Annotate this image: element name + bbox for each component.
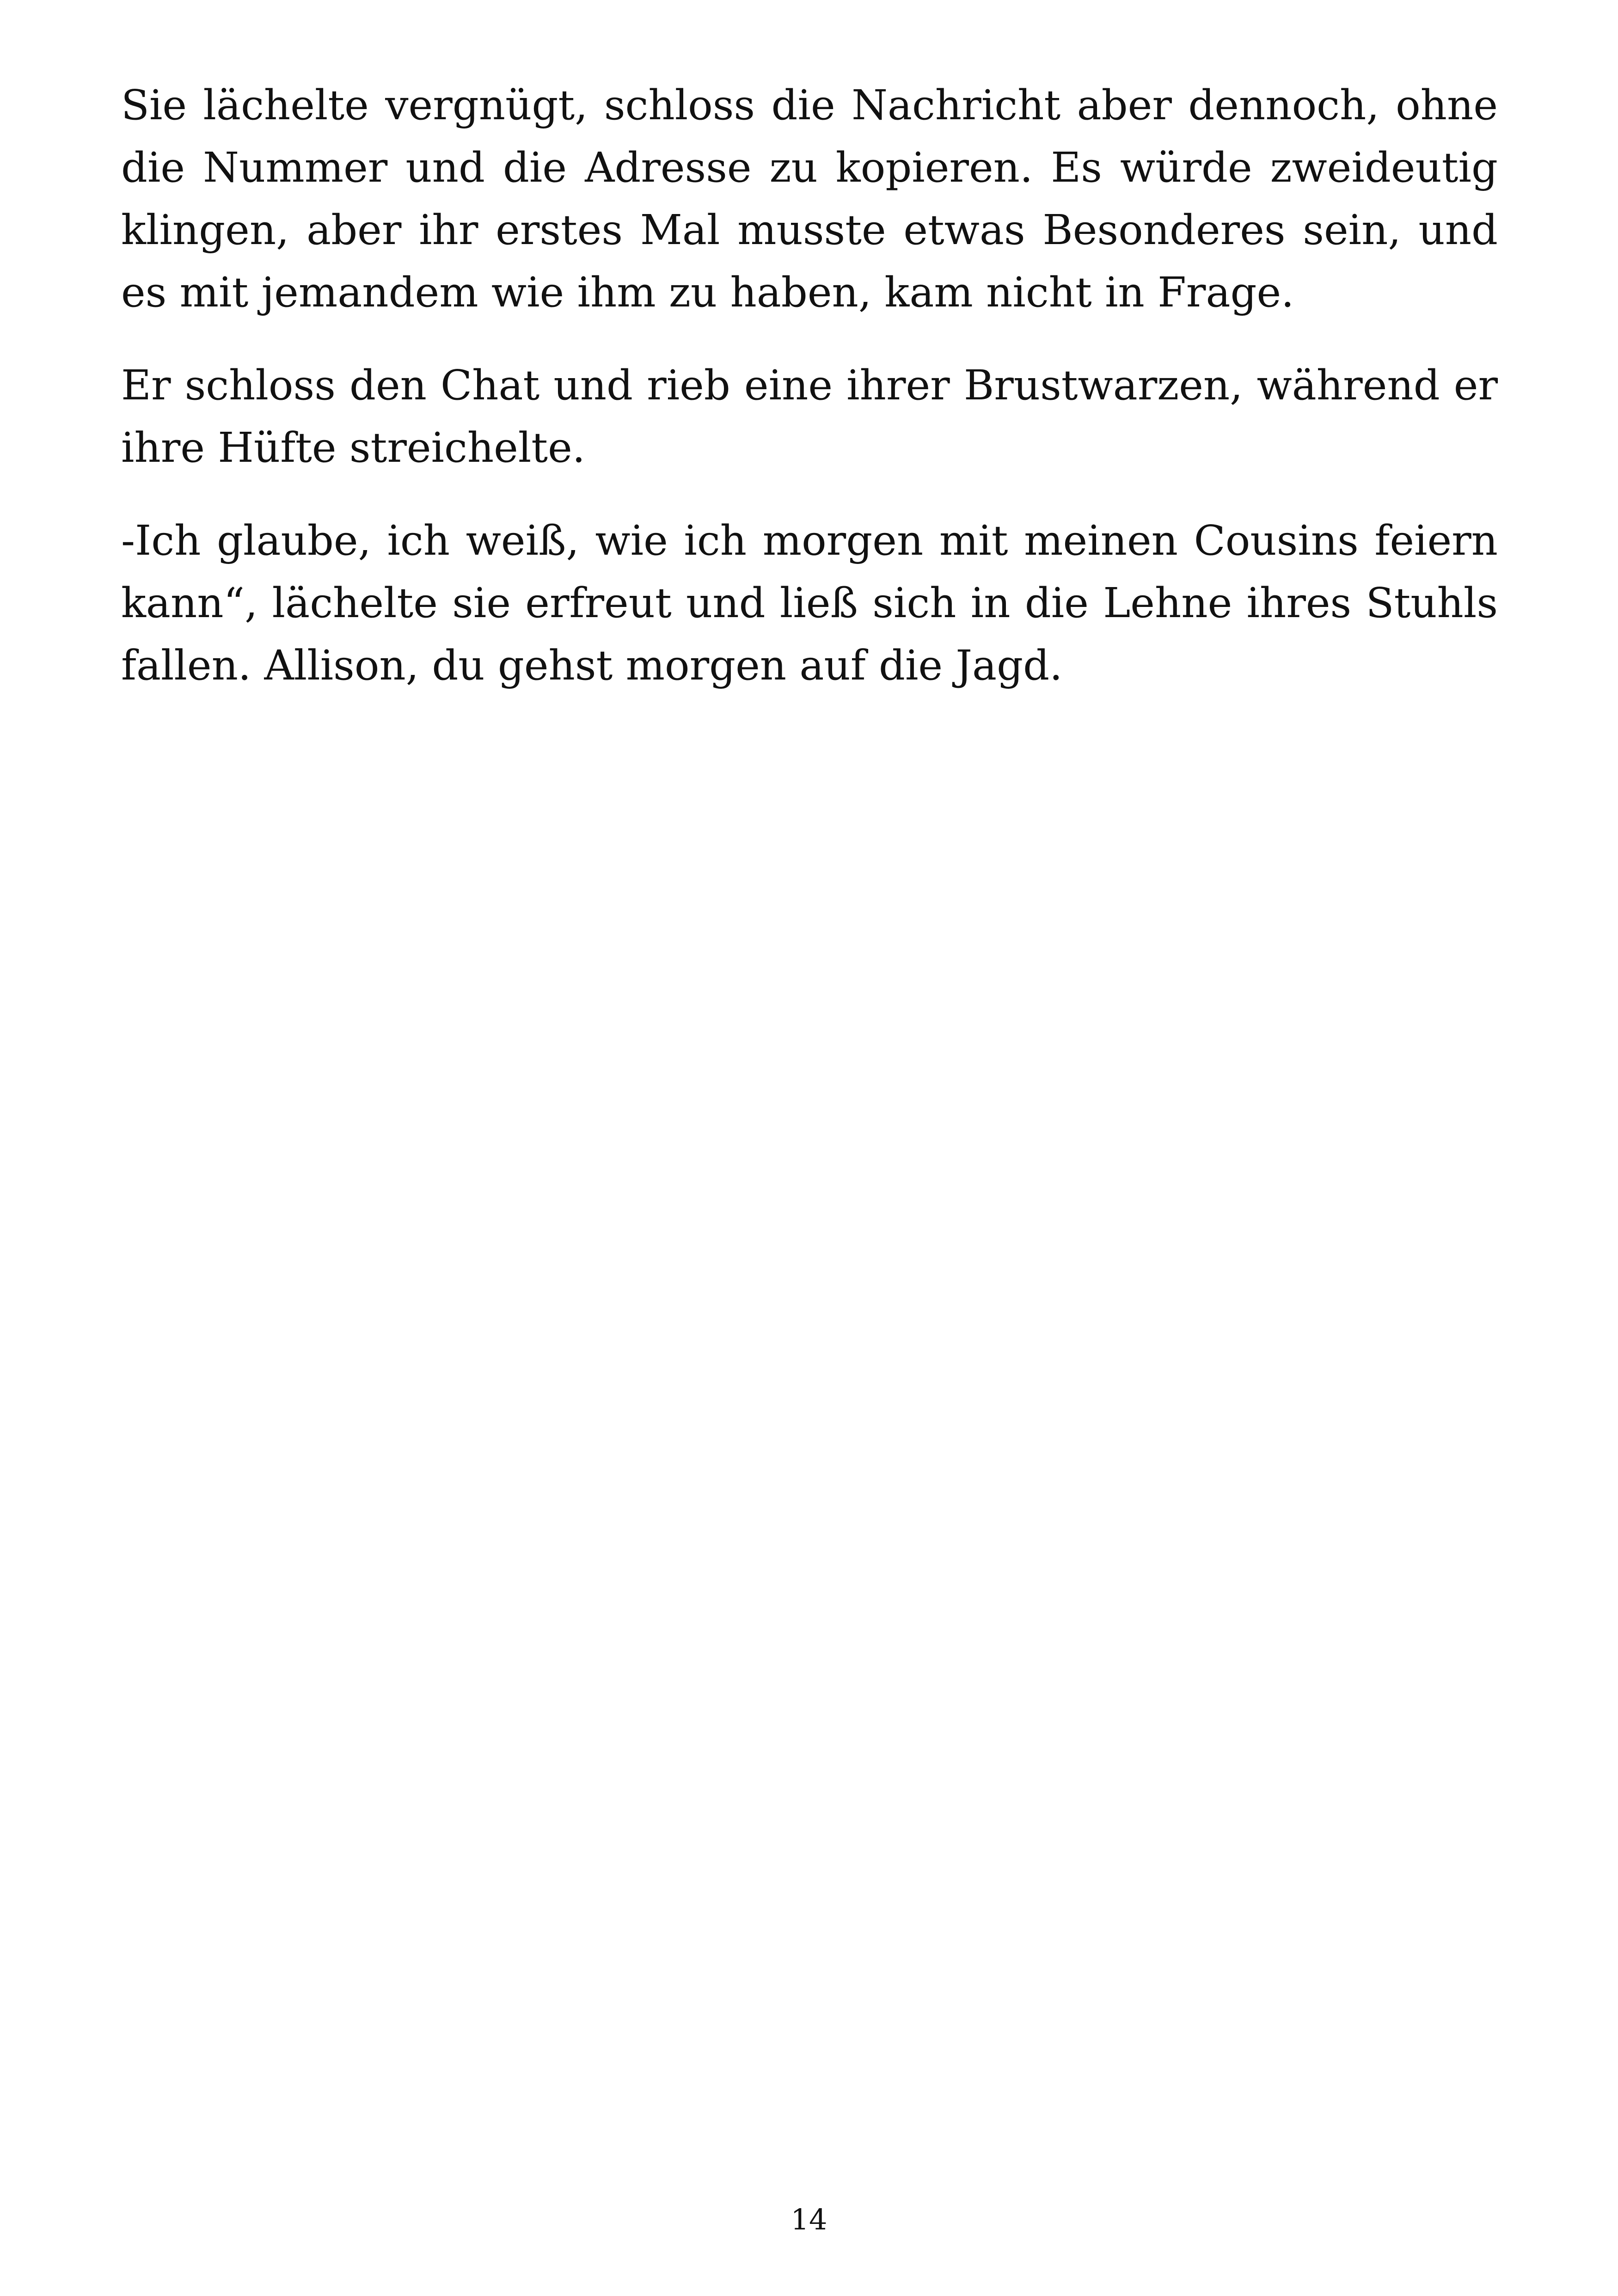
paragraph: Sie lächelte vergnügt, schloss die Nachricht aber dennoch, ohne die Nummer und die Adresse zu kopieren. Es würde zweideutig klingen, aber ihr erstes Mal musste etwas Besonderes sein, und es mit jemandem wie ihm zu haben, kam nicht in Frage. [121,81,1498,316]
paragraph: -Ich glaube, ich weiß, wie ich morgen mit meinen Cousins feiern kann“, lächelte sie erfreut und ließ sich in die Lehne ihres Stuhls fallen. Allison, du gehst morgen auf die Jagd. [121,516,1498,689]
page-number: 14 [791,2203,827,2236]
body-text [121,74,1498,727]
paragraph: Er schloss den Chat und rieb eine ihrer Brustwarzen, während er ihre Hüfte streichelte. [121,361,1498,471]
